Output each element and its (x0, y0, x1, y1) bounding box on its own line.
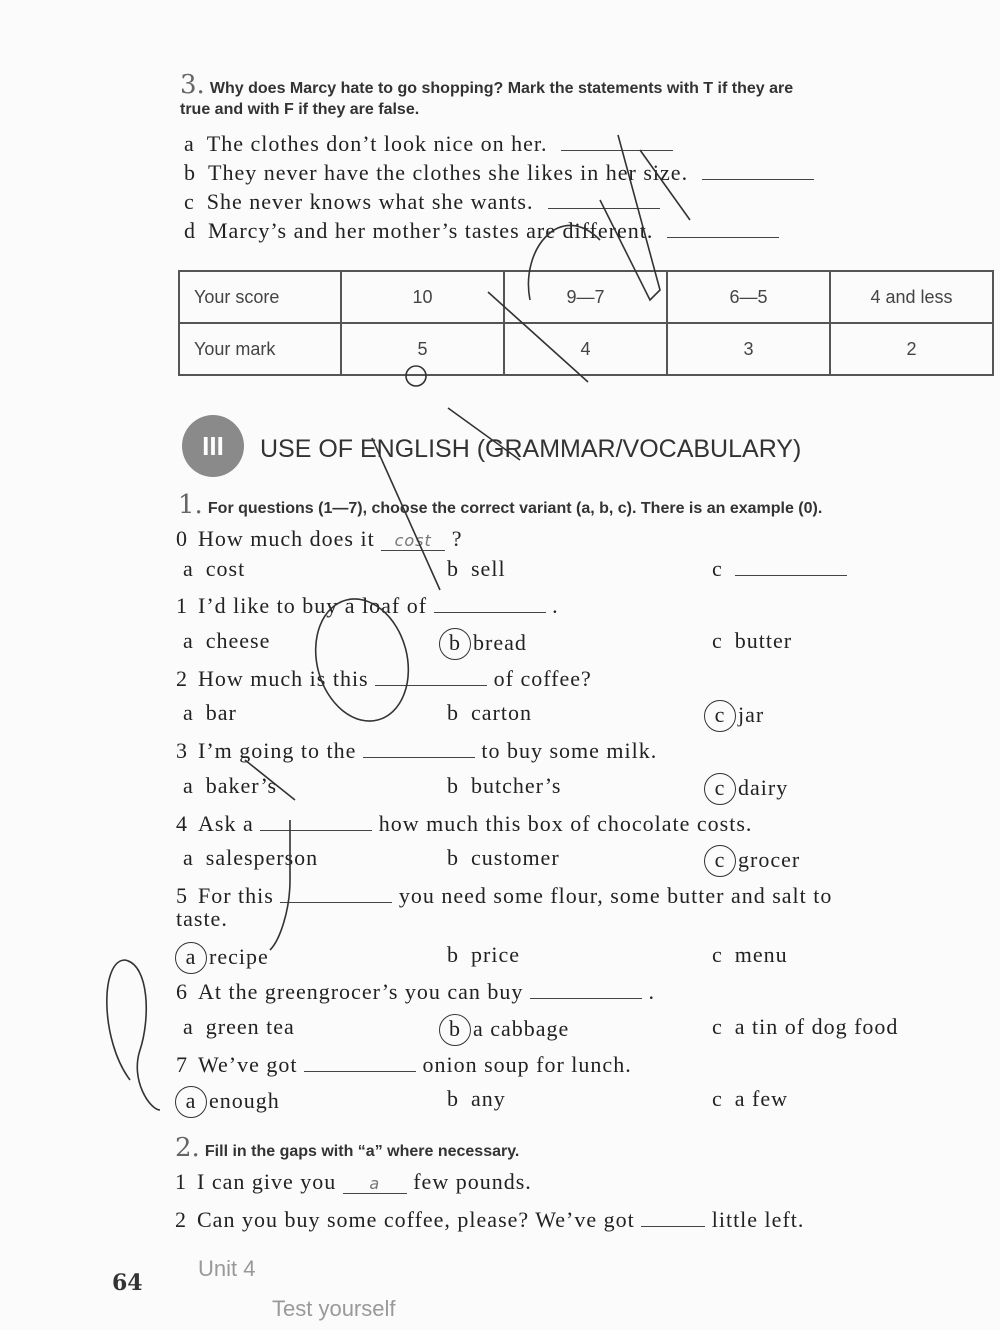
unit-label: Unit 4 (198, 1256, 256, 1281)
option-text: dairy (738, 775, 789, 800)
pen-loop (302, 588, 421, 731)
item-text: Can you buy some coffee, please? We’ve got (197, 1207, 635, 1232)
option-text: recipe (209, 944, 269, 969)
question-text: How much is this (198, 666, 369, 691)
answer-field[interactable]: a (343, 1174, 407, 1194)
question-text: Ask a (198, 811, 254, 836)
task-instruction: Fill in the gaps with “a” where necessary. (204, 1143, 520, 1160)
option-text: menu (734, 942, 788, 967)
option-letter: a (175, 1086, 207, 1118)
question-text-after: how much this box of chocolate costs. (378, 811, 753, 836)
question-text: At the greengrocer’s you can buy (198, 979, 524, 1004)
question-number: 2 (176, 666, 188, 691)
pen-loop (406, 366, 426, 386)
question-text-after: . (552, 593, 559, 618)
task-instruction-cont: true and with F if they are false. (180, 101, 420, 118)
statement-text: She never knows what she wants. (206, 189, 534, 214)
question-text: I’m going to the (198, 738, 357, 763)
option-letter: c (712, 1086, 723, 1111)
option-text: jar (738, 702, 765, 727)
question-text: I’d like to buy a loaf of (198, 593, 428, 618)
unit-subtitle: Test yourself (272, 1296, 396, 1321)
question-number: 6 (176, 979, 188, 1004)
option-letter: a (183, 628, 194, 653)
table-cell: 6—5 (667, 271, 830, 323)
option-letter: a (183, 845, 194, 870)
question-text-after: of coffee? (493, 666, 592, 691)
option-letter: c (704, 845, 736, 877)
item-text-after: few pounds. (413, 1169, 532, 1194)
option-text: sell (471, 556, 506, 581)
option-letter: b (447, 700, 459, 725)
option-letter: b (439, 628, 471, 660)
option-letter: a (175, 942, 207, 974)
item-text: I can give you (197, 1169, 337, 1194)
pen-scribble (528, 135, 690, 300)
answer-field[interactable]: cost (381, 531, 445, 551)
question-number: 3 (176, 738, 188, 763)
page-number: 64 (112, 1270, 143, 1296)
option-letter: a (183, 1014, 194, 1039)
option-text: carton (471, 700, 532, 725)
task-number: 1. (178, 490, 203, 520)
option-letter: b (447, 773, 459, 798)
question-number: 0 (176, 526, 188, 551)
option-letter: c (712, 1014, 723, 1039)
option-text: customer (471, 845, 560, 870)
option-text: a cabbage (473, 1016, 570, 1041)
option-text: butter (734, 628, 793, 653)
table-cell: 9—7 (504, 271, 667, 323)
statement-text: Marcy’s and her mother’s tastes are different. (208, 218, 654, 243)
option-text: a few (734, 1086, 789, 1111)
option-letter: b (447, 845, 459, 870)
option-text: baker’s (205, 773, 278, 798)
question-text-after: . (648, 979, 655, 1004)
question-number: 4 (176, 811, 188, 836)
option-text: bread (473, 630, 527, 655)
pen-stroke (245, 760, 295, 950)
task-number: 3. (180, 70, 205, 100)
section-title: USE OF ENGLISH (GRAMMAR/VOCABULARY) (260, 435, 802, 463)
table-cell: 5 (341, 323, 504, 375)
option-text: bar (205, 700, 237, 725)
option-letter: c (712, 628, 723, 653)
question-number: 1 (176, 593, 188, 618)
item-number: 1 (175, 1169, 187, 1194)
option-letter: a (183, 700, 194, 725)
statement-letter: a (184, 131, 195, 156)
task-number: 2. (175, 1133, 200, 1163)
option-letter: b (439, 1014, 471, 1046)
option-text: a tin of dog food (734, 1014, 899, 1039)
statement-letter: d (184, 218, 196, 243)
table-cell: 2 (830, 323, 993, 375)
option-letter: a (183, 556, 194, 581)
option-letter: c (712, 942, 723, 967)
item-text-after: little left. (711, 1207, 805, 1232)
option-text: salesperson (205, 845, 319, 870)
statement-text: The clothes don’t look nice on her. (206, 131, 548, 156)
table-cell: 3 (667, 323, 830, 375)
question-text-after: ? (451, 526, 463, 551)
option-text: enough (209, 1088, 280, 1113)
question-number: 5 (176, 883, 188, 908)
option-letter: a (183, 773, 194, 798)
option-text: butcher’s (471, 773, 562, 798)
option-text: price (471, 942, 520, 967)
question-text-after: to buy some milk. (481, 738, 658, 763)
option-text: any (471, 1086, 506, 1111)
option-letter: b (447, 942, 459, 967)
table-cell: 10 (341, 271, 504, 323)
question-continuation: taste. (176, 906, 228, 931)
option-text: cost (205, 556, 246, 581)
pen-loop (107, 960, 160, 1110)
table-cell: Your mark (179, 323, 341, 375)
option-letter: c (704, 773, 736, 805)
table-cell: Your score (179, 271, 341, 323)
section-badge: III (182, 415, 244, 477)
statement-letter: c (184, 189, 195, 214)
task-instruction: Why does Marcy hate to go shopping? Mark the statements with T if they are (209, 80, 794, 97)
option-letter: c (704, 700, 736, 732)
option-letter: c (712, 556, 723, 581)
question-text-after: you need some flour, some butter and salt to (398, 883, 833, 908)
question-text: For this (198, 883, 274, 908)
option-letter: b (447, 1086, 459, 1111)
option-letter: b (447, 556, 459, 581)
statement-letter: b (184, 160, 196, 185)
task-instruction: For questions (1—7), choose the correct variant (a, b, c). There is an example (0). (207, 500, 823, 517)
question-text-after: onion soup for lunch. (422, 1052, 632, 1077)
question-number: 7 (176, 1052, 188, 1077)
table-cell: 4 and less (830, 271, 993, 323)
option-text: cheese (205, 628, 271, 653)
question-text: How much does it (198, 526, 375, 551)
pen-stroke (372, 292, 588, 590)
option-text: green tea (205, 1014, 295, 1039)
option-text: grocer (738, 847, 801, 872)
statement-text: They never have the clothes she likes in her size. (208, 160, 689, 185)
question-text: We’ve got (198, 1052, 298, 1077)
item-number: 2 (175, 1207, 187, 1232)
table-cell: 4 (504, 323, 667, 375)
